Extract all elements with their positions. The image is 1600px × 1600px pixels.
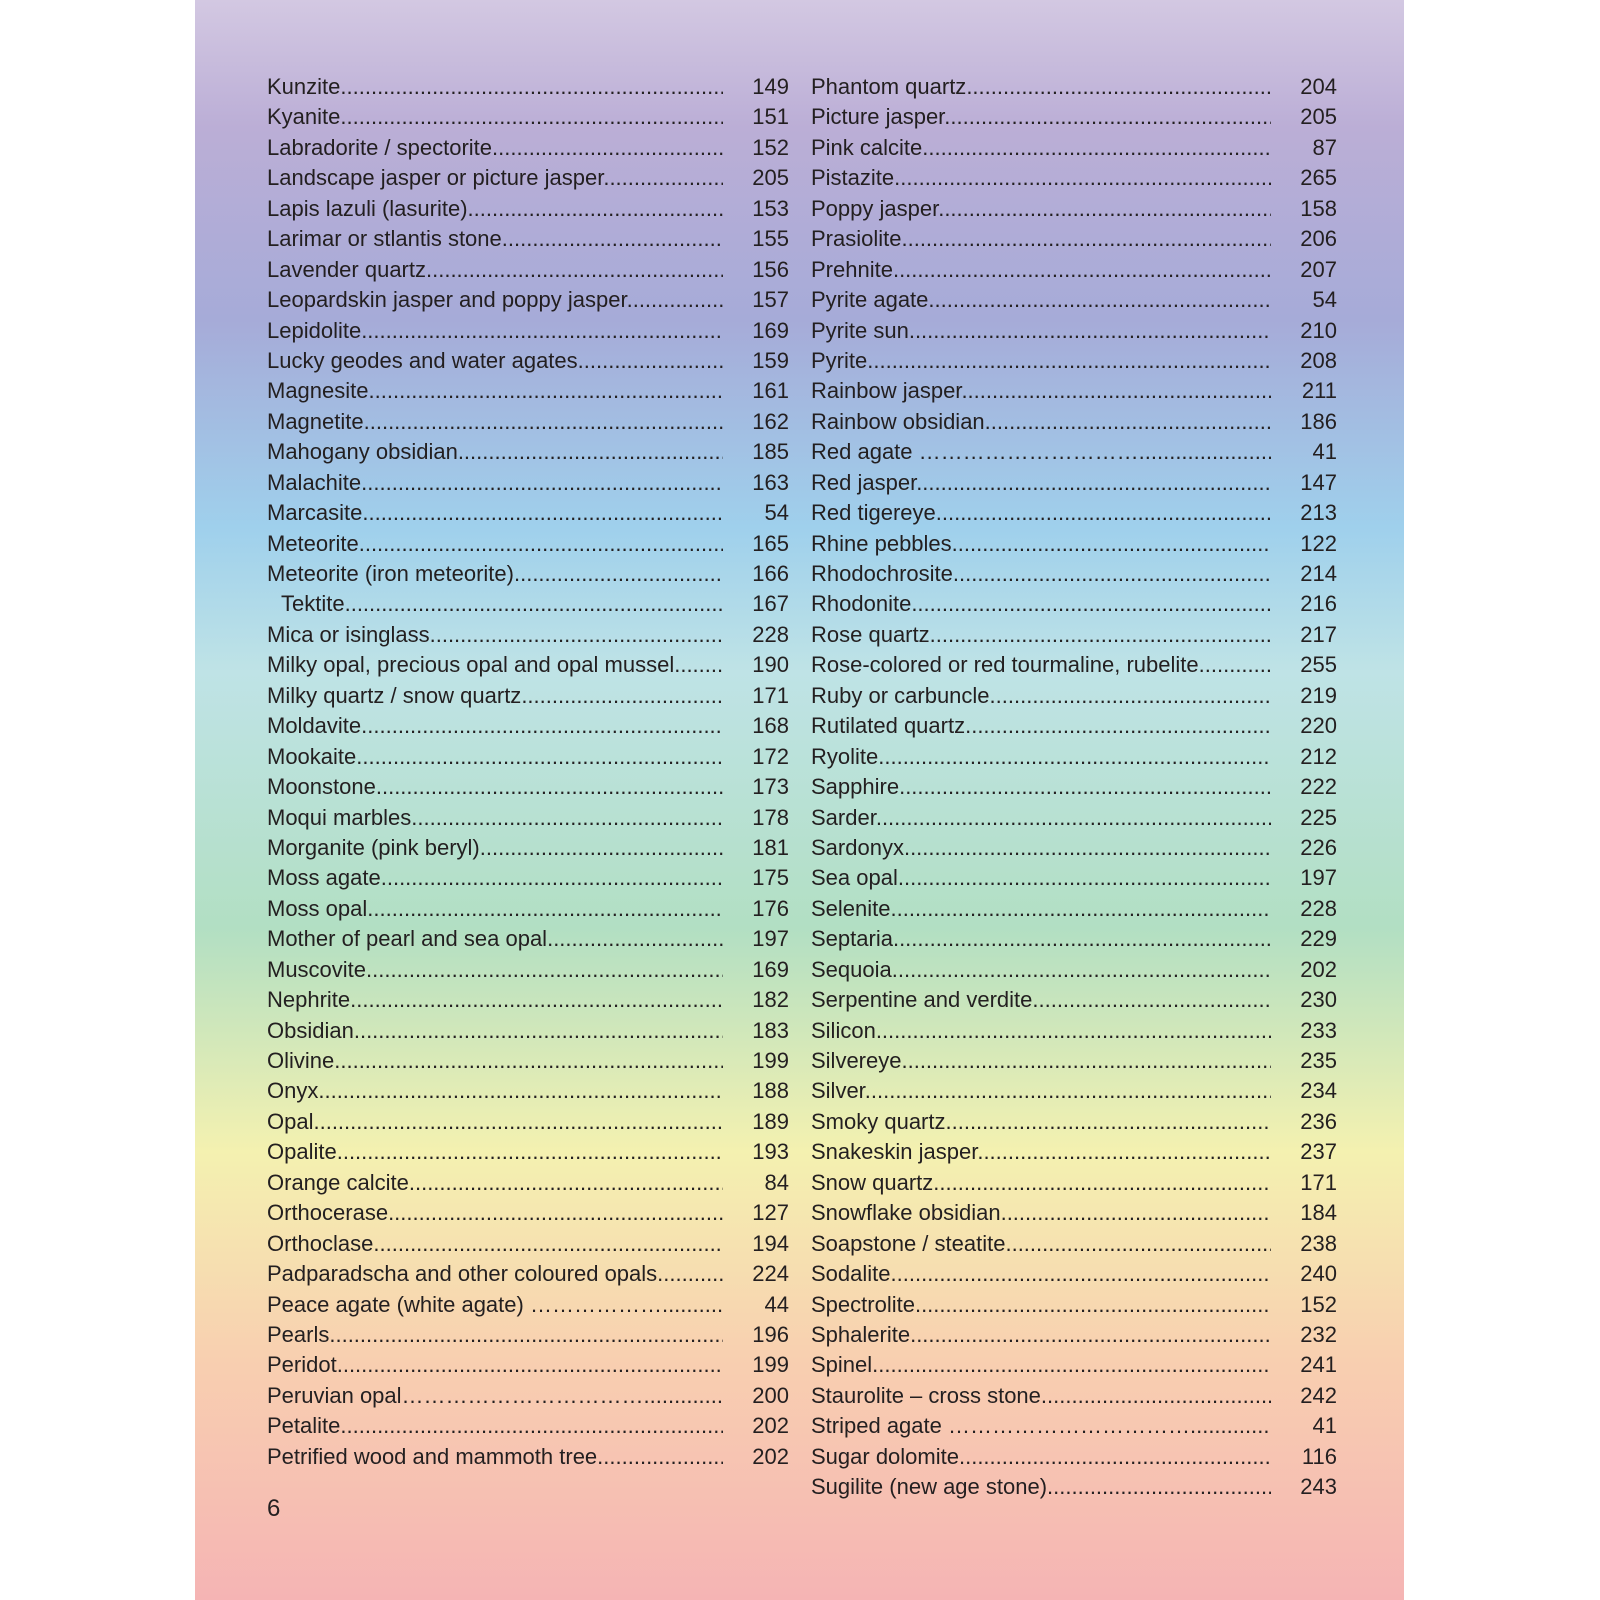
index-entry-page: 185 bbox=[752, 439, 789, 465]
index-entry-term: Red jasper ..... bbox=[811, 468, 1271, 498]
index-entry bbox=[811, 681, 1337, 711]
index-entry bbox=[267, 468, 789, 498]
index-entry bbox=[811, 894, 1337, 924]
index-entry-page: 149 bbox=[752, 74, 789, 99]
index-entry-term: Peruvian opal……………………………. ..... bbox=[267, 1381, 723, 1411]
index-entry-page: 175 bbox=[752, 865, 789, 891]
index-entry-page: 165 bbox=[752, 530, 789, 556]
index-entry-page: 167 bbox=[752, 591, 789, 617]
index-entry bbox=[811, 1259, 1337, 1289]
index-entry-term: Snow quartz ..... bbox=[811, 1168, 1271, 1198]
index-entry bbox=[811, 1046, 1337, 1076]
index-entry-term: Padparadscha and other coloured opals ..... bbox=[267, 1259, 723, 1289]
index-entry-page: 199 bbox=[752, 1048, 789, 1073]
index-entry bbox=[811, 224, 1337, 254]
index-entry-page: 152 bbox=[1300, 1291, 1337, 1317]
index-entry-term: Mother of pearl and sea opal ..... bbox=[267, 924, 723, 954]
index-entry-page: 234 bbox=[1300, 1078, 1337, 1104]
index-entry-page: 54 bbox=[1312, 287, 1337, 313]
index-entry bbox=[811, 1290, 1337, 1320]
index-entry-page: 87 bbox=[1312, 134, 1337, 160]
index-entry bbox=[811, 1198, 1337, 1228]
index-entry-term: Moqui marbles ..... bbox=[267, 803, 723, 833]
index-entry-term: Rhodochrosite ..... bbox=[811, 559, 1271, 589]
index-entry bbox=[267, 1259, 789, 1289]
index-entry-term: Magnesite ..... bbox=[267, 376, 723, 406]
index-entry bbox=[267, 346, 789, 376]
index-entry bbox=[267, 1320, 789, 1350]
index-entry-page: 152 bbox=[752, 134, 789, 160]
index-entry bbox=[811, 1168, 1337, 1198]
index-entry-page: 116 bbox=[1301, 1443, 1337, 1469]
index-entry-page: 205 bbox=[1300, 104, 1337, 130]
index-entry-page: 171 bbox=[752, 682, 789, 708]
index-entry bbox=[811, 133, 1337, 163]
index-entry-term: Septaria ..... bbox=[811, 924, 1271, 954]
index-entry-term: Peace agate (white agate) ……………… ..... bbox=[267, 1290, 723, 1320]
index-entry bbox=[267, 1107, 789, 1137]
index-entry-page: 226 bbox=[1300, 834, 1337, 860]
index-entry bbox=[267, 1381, 789, 1411]
index-entry bbox=[811, 711, 1337, 741]
index-entry bbox=[267, 833, 789, 863]
index-entry-page: 161 bbox=[752, 378, 789, 404]
index-entry bbox=[811, 1137, 1337, 1167]
index-entry bbox=[267, 1076, 789, 1106]
index-entry-page: 265 bbox=[1300, 165, 1337, 191]
index-entry-term: Smoky quartz ..... bbox=[811, 1107, 1271, 1137]
index-entry bbox=[811, 742, 1337, 772]
index-entry-page: 224 bbox=[752, 1261, 789, 1287]
index-entry bbox=[811, 559, 1337, 589]
index-entry-page: 178 bbox=[752, 804, 789, 830]
index-entry-page: 220 bbox=[1300, 713, 1337, 739]
index-entry-term: Marcasite ..... bbox=[267, 498, 723, 528]
index-entry bbox=[811, 772, 1337, 802]
index-entry bbox=[811, 1107, 1337, 1137]
index-entry bbox=[267, 285, 789, 315]
index-entry-page: 225 bbox=[1300, 804, 1337, 830]
index-entry bbox=[267, 255, 789, 285]
index-entry bbox=[267, 529, 789, 559]
index-entry-page: 255 bbox=[1300, 652, 1337, 678]
index-entry-page: 205 bbox=[752, 165, 789, 191]
index-entry-term: Prasiolite ..... bbox=[811, 224, 1271, 254]
index-entry bbox=[267, 711, 789, 741]
index-entry bbox=[811, 72, 1337, 102]
index-entry-term: Pyrite agate ..... bbox=[811, 285, 1271, 315]
index-entry-page: 228 bbox=[752, 621, 789, 647]
index-entry-term: Magnetite ..... bbox=[267, 407, 723, 437]
index-entry-term: Pink calcite ..... bbox=[811, 133, 1271, 163]
index-entry bbox=[267, 437, 789, 467]
index-entry-term: Pyrite sun ..... bbox=[811, 316, 1271, 346]
index-entry-page: 44 bbox=[764, 1291, 789, 1317]
index-entry-page: 202 bbox=[752, 1443, 789, 1469]
index-entry-term: Sodalite ..... bbox=[811, 1259, 1271, 1289]
index-entry-term: Spectrolite ..... bbox=[811, 1290, 1271, 1320]
index-entry-page: 213 bbox=[1300, 500, 1337, 526]
index-entry-page: 233 bbox=[1300, 1017, 1337, 1043]
index-entry-page: 211 bbox=[1301, 378, 1337, 404]
index-entry-page: 232 bbox=[1300, 1321, 1337, 1347]
index-entry-term: Rhine pebbles ..... bbox=[811, 529, 1271, 559]
index-entry-page: 158 bbox=[1300, 195, 1337, 221]
index-entry-page: 162 bbox=[752, 408, 789, 434]
index-entry bbox=[267, 407, 789, 437]
index-entry-term: Silver ..... bbox=[811, 1076, 1271, 1106]
index-entry bbox=[811, 1350, 1337, 1380]
index-entry-page: 181 bbox=[752, 834, 789, 860]
index-entry-page: 159 bbox=[752, 347, 789, 373]
index-entry-page: 235 bbox=[1300, 1048, 1337, 1073]
index-entry-term: Sphalerite ..... bbox=[811, 1320, 1271, 1350]
index-entry bbox=[811, 498, 1337, 528]
index-entry bbox=[267, 1137, 789, 1167]
index-entry bbox=[267, 1350, 789, 1380]
index-entry-term: Red tigereye ..... bbox=[811, 498, 1271, 528]
index-entry-page: 171 bbox=[1300, 1169, 1337, 1195]
index-entry bbox=[267, 1290, 789, 1320]
index-entry-term: Prehnite ..... bbox=[811, 255, 1271, 285]
index-entry-page: 183 bbox=[752, 1017, 789, 1043]
index-entry-term: Milky opal, precious opal and opal mussel ..... bbox=[267, 650, 723, 680]
index-entry-term: Mookaite ..... bbox=[267, 742, 723, 772]
index-entry-term: Sarder ..... bbox=[811, 803, 1271, 833]
index-entry bbox=[811, 803, 1337, 833]
index-entry bbox=[811, 650, 1337, 680]
index-entry-page: 193 bbox=[752, 1139, 789, 1165]
index-column-right bbox=[811, 72, 1337, 1503]
index-entry-term: Tektite ..... bbox=[267, 589, 723, 619]
index-entry-term: Moss agate ..... bbox=[267, 863, 723, 893]
index-entry-term: Moss opal ..... bbox=[267, 894, 723, 924]
index-entry bbox=[811, 102, 1337, 132]
index-entry bbox=[267, 772, 789, 802]
index-entry bbox=[267, 1229, 789, 1259]
index-entry-term: Kunzite ..... bbox=[267, 72, 723, 102]
index-entry-term: Red agate ………………………… ..... bbox=[811, 437, 1271, 467]
index-entry bbox=[267, 102, 789, 132]
index-entry-page: 214 bbox=[1300, 561, 1337, 586]
index-entry-term: Landscape jasper or picture jasper ..... bbox=[267, 163, 723, 193]
index-entry bbox=[267, 894, 789, 924]
index-entry bbox=[811, 437, 1337, 467]
index-entry bbox=[811, 955, 1337, 985]
index-entry bbox=[267, 163, 789, 193]
index-entry bbox=[267, 498, 789, 528]
index-entry-term: Opalite ..... bbox=[267, 1137, 723, 1167]
index-entry-page: 228 bbox=[1300, 895, 1337, 921]
index-entry-term: Pearls ..... bbox=[267, 1320, 723, 1350]
index-entry bbox=[811, 376, 1337, 406]
index-entry-page: 173 bbox=[752, 774, 789, 800]
index-entry bbox=[811, 1472, 1337, 1502]
index-entry-term: Sugar dolomite ..... bbox=[811, 1442, 1271, 1472]
index-entry-term: Orthoclase ..... bbox=[267, 1229, 723, 1259]
index-entry bbox=[267, 589, 789, 619]
index-entry-page: 151 bbox=[752, 104, 789, 130]
index-entry-page: 157 bbox=[752, 287, 789, 313]
index-entry bbox=[811, 1229, 1337, 1259]
index-entry bbox=[267, 1046, 789, 1076]
index-entry-page: 208 bbox=[1300, 347, 1337, 373]
index-entry-page: 166 bbox=[752, 561, 789, 586]
index-entry-page: 200 bbox=[752, 1382, 789, 1408]
index-entry-term: Staurolite – cross stone ..... bbox=[811, 1381, 1271, 1411]
index-entry bbox=[811, 346, 1337, 376]
index-entry-term: Rutilated quartz ..... bbox=[811, 711, 1271, 741]
index-entry bbox=[267, 559, 789, 589]
index-entry-page: 41 bbox=[1312, 439, 1337, 465]
index-entry-page: 189 bbox=[752, 1108, 789, 1134]
index-entry-term: Opal ..... bbox=[267, 1107, 723, 1137]
index-entry-page: 163 bbox=[752, 469, 789, 495]
index-entry bbox=[811, 407, 1337, 437]
index-entry bbox=[267, 1442, 789, 1472]
index-entry-term: Lepidolite ..... bbox=[267, 316, 723, 346]
index-entry-term: Labradorite / spectorite ..... bbox=[267, 133, 723, 163]
index-entry bbox=[811, 1381, 1337, 1411]
index-entry-page: 197 bbox=[752, 926, 789, 952]
index-entry-term: Pistazite ..... bbox=[811, 163, 1271, 193]
index-entry bbox=[811, 1411, 1337, 1441]
index-entry-term: Mahogany obsidian ..... bbox=[267, 437, 723, 467]
index-entry-term: Sapphire ..... bbox=[811, 772, 1271, 802]
index-entry-page: 169 bbox=[752, 956, 789, 982]
index-entry-term: Striped agate …………………………… ..... bbox=[811, 1411, 1271, 1441]
index-entry-page: 188 bbox=[752, 1078, 789, 1104]
index-entry-term: Rhodonite ..... bbox=[811, 589, 1271, 619]
index-entry-page: 190 bbox=[752, 652, 789, 678]
index-entry-term: Milky quartz / snow quartz ..... bbox=[267, 681, 723, 711]
index-entry bbox=[267, 224, 789, 254]
index-entry bbox=[267, 955, 789, 985]
index-entry-page: 202 bbox=[1300, 956, 1337, 982]
index-entry bbox=[267, 1016, 789, 1046]
index-entry bbox=[811, 163, 1337, 193]
index-entry bbox=[267, 1411, 789, 1441]
index-entry bbox=[267, 650, 789, 680]
index-entry-term: Moonstone ..... bbox=[267, 772, 723, 802]
index-entry-page: 169 bbox=[752, 317, 789, 343]
index-entry-page: 84 bbox=[764, 1169, 789, 1195]
index-entry bbox=[267, 316, 789, 346]
index-entry bbox=[811, 316, 1337, 346]
index-entry-page: 196 bbox=[752, 1321, 789, 1347]
index-entry bbox=[267, 1198, 789, 1228]
index-entry bbox=[267, 194, 789, 224]
index-entry-term: Moldavite ..... bbox=[267, 711, 723, 741]
index-entry-term: Silvereye ..... bbox=[811, 1046, 1271, 1076]
index-entry-term: Rose quartz ..... bbox=[811, 620, 1271, 650]
index-entry-term: Snowflake obsidian ..... bbox=[811, 1198, 1271, 1228]
index-entry-term: Kyanite ..... bbox=[267, 102, 723, 132]
index-entry-term: Serpentine and verdite ..... bbox=[811, 985, 1271, 1015]
index-entry-page: 212 bbox=[1300, 743, 1337, 769]
index-entry bbox=[811, 589, 1337, 619]
index-entry-term: Muscovite ..... bbox=[267, 955, 723, 985]
index-entry bbox=[267, 620, 789, 650]
index-entry-term: Silicon ..... bbox=[811, 1016, 1271, 1046]
index-entry-term: Soapstone / steatite ..... bbox=[811, 1229, 1271, 1259]
index-entry bbox=[267, 72, 789, 102]
index-entry-page: 155 bbox=[752, 226, 789, 252]
index-entry bbox=[811, 285, 1337, 315]
index-entry bbox=[811, 468, 1337, 498]
index-entry-term: Obsidian ..... bbox=[267, 1016, 723, 1046]
index-entry bbox=[267, 863, 789, 893]
index-entry-term: Snakeskin jasper ..... bbox=[811, 1137, 1271, 1167]
index-entry-term: Rose-colored or red tourmaline, rubelite ..... bbox=[811, 650, 1271, 680]
index-entry bbox=[267, 985, 789, 1015]
index-entry-page: 153 bbox=[752, 195, 789, 221]
index-entry-page: 194 bbox=[752, 1230, 789, 1256]
index-entry-term: Onyx ..... bbox=[267, 1076, 723, 1106]
index-entry-page: 176 bbox=[752, 895, 789, 921]
index-entry-term: Spinel ..... bbox=[811, 1350, 1271, 1380]
index-entry bbox=[811, 1016, 1337, 1046]
index-entry-page: 237 bbox=[1300, 1139, 1337, 1165]
index-entry-term: Olivine ..... bbox=[267, 1046, 723, 1076]
index-entry-term: Selenite ..... bbox=[811, 894, 1271, 924]
index-entry-term: Orthocerase ..... bbox=[267, 1198, 723, 1228]
index-entry bbox=[811, 833, 1337, 863]
index-entry-term: Nephrite ..... bbox=[267, 985, 723, 1015]
index-entry bbox=[267, 133, 789, 163]
index-entry bbox=[267, 376, 789, 406]
index-entry-term: Picture jasper ..... bbox=[811, 102, 1271, 132]
index-entry-term: Rainbow obsidian ..... bbox=[811, 407, 1271, 437]
index-entry-page: 186 bbox=[1300, 408, 1337, 434]
index-entry-page: 184 bbox=[1300, 1200, 1337, 1226]
index-entry-term: Ryolite ..... bbox=[811, 742, 1271, 772]
index-entry bbox=[811, 620, 1337, 650]
index-entry-term: Sea opal ..... bbox=[811, 863, 1271, 893]
index-entry bbox=[811, 529, 1337, 559]
index-entry-page: 236 bbox=[1300, 1108, 1337, 1134]
index-column-left bbox=[267, 72, 789, 1472]
index-entry bbox=[811, 1442, 1337, 1472]
index-entry-page: 243 bbox=[1300, 1474, 1337, 1500]
index-entry bbox=[811, 924, 1337, 954]
index-entry-term: Petrified wood and mammoth tree ..... bbox=[267, 1442, 723, 1472]
index-entry-page: 41 bbox=[1312, 1413, 1337, 1439]
index-entry-page: 147 bbox=[1300, 469, 1337, 495]
index-entry-page: 230 bbox=[1300, 987, 1337, 1013]
index-entry-page: 206 bbox=[1300, 226, 1337, 252]
index-entry-page: 204 bbox=[1300, 74, 1337, 99]
index-entry-page: 216 bbox=[1300, 591, 1337, 617]
index-entry-term: Morganite (pink beryl) ..... bbox=[267, 833, 723, 863]
index-entry-term: Malachite ..... bbox=[267, 468, 723, 498]
index-entry-term: Lapis lazuli (lasurite) ..... bbox=[267, 194, 723, 224]
index-entry-term: Rainbow jasper ..... bbox=[811, 376, 1271, 406]
index-entry-term: Orange calcite ..... bbox=[267, 1168, 723, 1198]
index-entry-page: 238 bbox=[1300, 1230, 1337, 1256]
index-page bbox=[195, 0, 1404, 1600]
index-entry-term: Phantom quartz ..... bbox=[811, 72, 1271, 102]
index-entry bbox=[267, 1168, 789, 1198]
index-entry bbox=[267, 742, 789, 772]
index-entry-term: Sequoia ..... bbox=[811, 955, 1271, 985]
index-entry-page: 182 bbox=[752, 987, 789, 1013]
index-entry-term: Leopardskin jasper and poppy jasper ..... bbox=[267, 285, 723, 315]
index-entry-page: 219 bbox=[1300, 682, 1337, 708]
index-entry-page: 197 bbox=[1300, 865, 1337, 891]
index-entry-page: 217 bbox=[1300, 621, 1337, 647]
index-entry bbox=[811, 985, 1337, 1015]
index-entry bbox=[811, 1076, 1337, 1106]
index-entry-page: 210 bbox=[1300, 317, 1337, 343]
index-entry-page: 229 bbox=[1300, 926, 1337, 952]
index-entry-term: Larimar or stlantis stone ..... bbox=[267, 224, 723, 254]
index-entry-term: Pyrite ..... bbox=[811, 346, 1271, 376]
index-entry-page: 242 bbox=[1300, 1382, 1337, 1408]
index-entry bbox=[267, 681, 789, 711]
index-entry-page: 207 bbox=[1300, 256, 1337, 282]
index-entry-page: 240 bbox=[1300, 1261, 1337, 1287]
index-entry-page: 172 bbox=[752, 743, 789, 769]
index-entry-term: Ruby or carbuncle ..... bbox=[811, 681, 1271, 711]
index-entry-term: Petalite ..... bbox=[267, 1411, 723, 1441]
index-entry-page: 156 bbox=[752, 256, 789, 282]
index-entry-page: 199 bbox=[752, 1352, 789, 1378]
index-entry-page: 122 bbox=[1300, 530, 1337, 556]
index-entry bbox=[811, 863, 1337, 893]
index-entry-term: Sardonyx ..... bbox=[811, 833, 1271, 863]
index-entry bbox=[811, 194, 1337, 224]
index-entry-page: 168 bbox=[752, 713, 789, 739]
index-entry-page: 202 bbox=[752, 1413, 789, 1439]
index-entry-term: Sugilite (new age stone) ..... bbox=[811, 1472, 1271, 1502]
index-entry-term: Peridot ..... bbox=[267, 1350, 723, 1380]
index-entry bbox=[811, 1320, 1337, 1350]
index-entry bbox=[267, 924, 789, 954]
index-entry bbox=[811, 255, 1337, 285]
index-entry-term: Poppy jasper ..... bbox=[811, 194, 1271, 224]
index-entry-term: Lavender quartz ..... bbox=[267, 255, 723, 285]
index-entry bbox=[267, 803, 789, 833]
index-entry-page: 54 bbox=[764, 500, 789, 526]
index-entry-term: Meteorite ..... bbox=[267, 529, 723, 559]
index-entry-term: Mica or isinglass ..... bbox=[267, 620, 723, 650]
index-entry-term: Lucky geodes and water agates ..... bbox=[267, 346, 723, 376]
index-entry-page: 127 bbox=[752, 1200, 789, 1226]
page-number: 6 bbox=[267, 1495, 281, 1522]
index-entry-term: Meteorite (iron meteorite) ..... bbox=[267, 559, 723, 589]
index-entry-page: 241 bbox=[1300, 1352, 1337, 1378]
index-entry-page: 222 bbox=[1300, 774, 1337, 800]
